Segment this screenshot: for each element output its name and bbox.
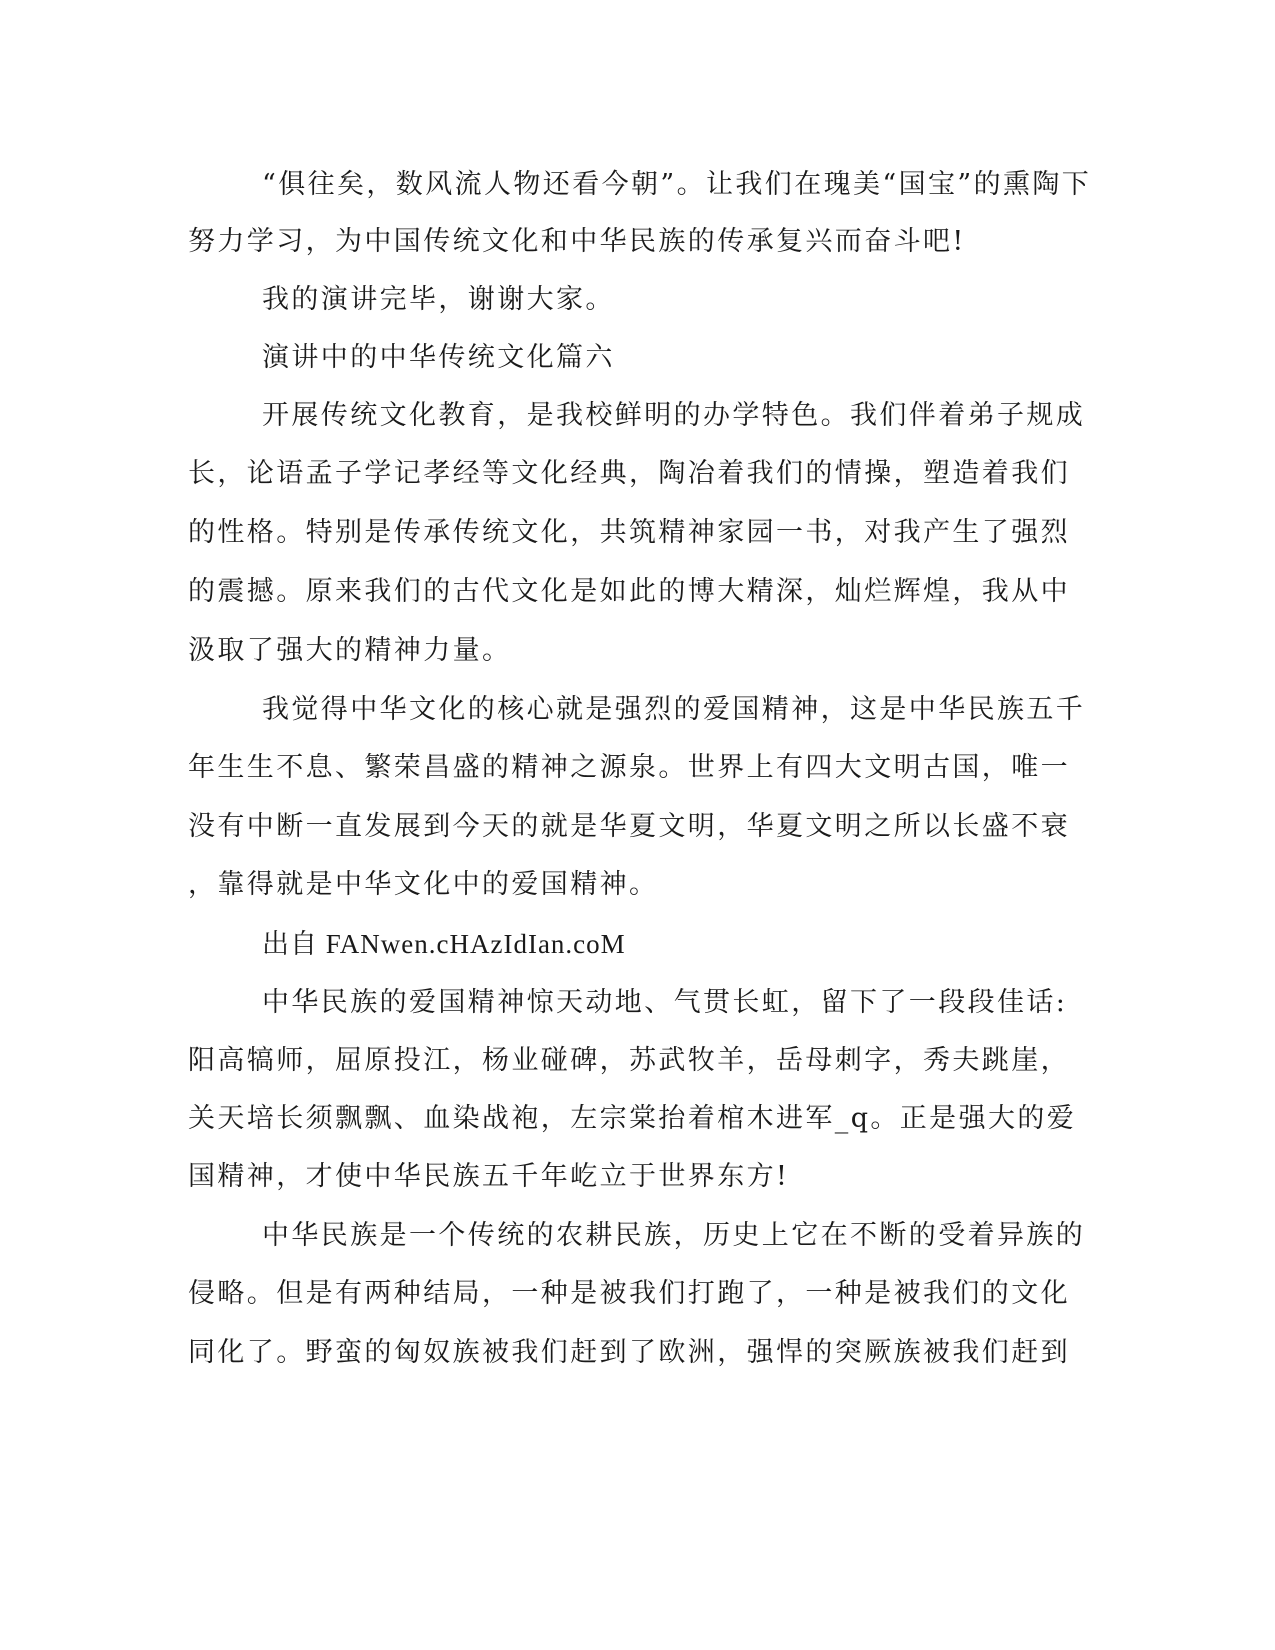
text-line: 中华民族是一个传统的农耕民族，历史上它在不断的受着异族的 bbox=[262, 1220, 1086, 1251]
text-line: 侵略。但是有两种结局，一种是被我们打跑了，一种是被我们的文化 bbox=[188, 1278, 1070, 1309]
text-line: 汲取了强大的精神力量。 bbox=[188, 635, 512, 666]
text-line: 阳高犒师，屈原投江，杨业碰碑，苏武牧羊，岳母刺字，秀夫跳崖， bbox=[188, 1045, 1070, 1076]
text-line: 国精神，才使中华民族五千年屹立于世界东方! bbox=[188, 1161, 790, 1192]
source-note: 出自 FANwen.cHAzIdIan.coM bbox=[262, 929, 626, 959]
text-line: ，靠得就是中华文化中的爱国精神。 bbox=[188, 869, 659, 900]
text-line: 关天培长须飘飘、血染战袍，左宗棠抬着棺木进军_q。正是强大的爱 bbox=[188, 1103, 1077, 1134]
section-heading: 演讲中的中华传统文化篇六 bbox=[262, 342, 615, 373]
text-line: “俱往矣，数风流人物还看今朝”。让我们在瑰美“国宝”的熏陶下 bbox=[262, 169, 1092, 200]
text-line: 的性格。特别是传承传统文化，共筑精神家园一书，对我产生了强烈 bbox=[188, 517, 1070, 548]
text-line: 中华民族的爱国精神惊天动地、气贯长虹，留下了一段段佳话: bbox=[262, 987, 1068, 1018]
text-line: 我的演讲完毕，谢谢大家。 bbox=[262, 284, 615, 315]
text-line: 年生生不息、繁荣昌盛的精神之源泉。世界上有四大文明古国，唯一 bbox=[188, 752, 1070, 783]
text-line: 长，论语孟子学记孝经等文化经典，陶冶着我们的情操，塑造着我们 bbox=[188, 458, 1070, 489]
text-line: 努力学习，为中国传统文化和中华民族的传承复兴而奋斗吧! bbox=[188, 226, 966, 257]
text-line: 没有中断一直发展到今天的就是华夏文明，华夏文明之所以长盛不衰 bbox=[188, 811, 1070, 842]
text-line: 的震撼。原来我们的古代文化是如此的博大精深，灿烂辉煌，我从中 bbox=[188, 576, 1070, 607]
text-line: 开展传统文化教育，是我校鲜明的办学特色。我们伴着弟子规成 bbox=[262, 400, 1086, 431]
text-line: 同化了。野蛮的匈奴族被我们赶到了欧洲，强悍的突厥族被我们赶到 bbox=[188, 1337, 1070, 1368]
text-line: 我觉得中华文化的核心就是强烈的爱国精神，这是中华民族五千 bbox=[262, 694, 1086, 725]
